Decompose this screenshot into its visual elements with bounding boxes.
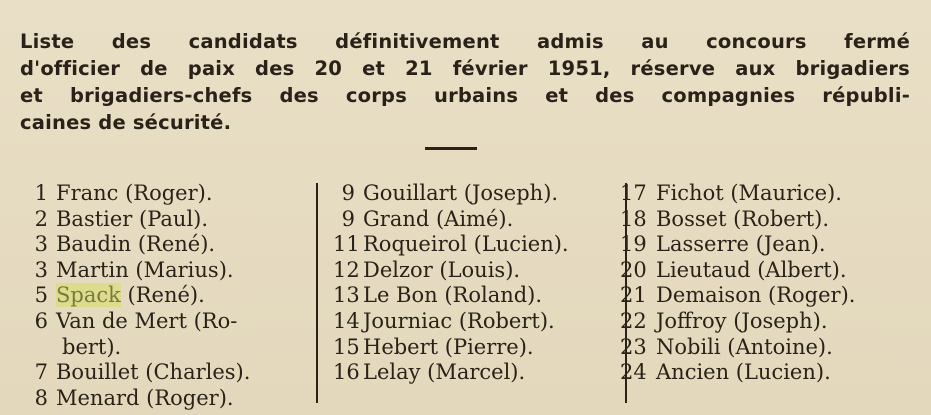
candidate-name: Lieutaud (Albert). — [656, 257, 847, 282]
candidate-name: Le Bon (Roland). — [363, 283, 543, 308]
candidates-column-2 — [333, 181, 569, 386]
candidate-name: Gouillart (Joseph). — [363, 181, 559, 205]
candidate-name: Hebert (Pierre). — [363, 334, 534, 359]
list-item — [28, 258, 250, 284]
candidate-name: Bastier (Paul). — [56, 206, 209, 231]
list-item — [620, 335, 855, 361]
candidate-name: Delzor (Louis). — [363, 257, 521, 282]
rank-number: 9 — [341, 206, 355, 231]
rank-number: 20 — [620, 257, 647, 282]
list-item — [28, 181, 250, 207]
highlighted-surname: Spack — [56, 283, 121, 308]
rank-number: 2 — [34, 206, 48, 231]
rank-number: 11 — [333, 232, 360, 257]
list-item — [333, 360, 569, 386]
candidate-name: Nobili (Antoine). — [656, 334, 833, 359]
candidate-name: Menard (Roger). — [56, 385, 234, 410]
candidate-name: Roqueirol (Lucien). — [363, 232, 569, 257]
rank-number: 9 — [341, 181, 355, 205]
candidate-name: Franc (Roger). — [56, 181, 213, 205]
title-line-4: caines de sécurité. — [20, 111, 232, 134]
candidate-name: Fichot (Maurice). — [656, 181, 842, 205]
candidate-name: Bosset (Robert). — [656, 206, 830, 231]
list-item — [333, 258, 569, 284]
candidate-name: Lelay (Marcel). — [363, 360, 526, 385]
candidates-column-1 — [28, 181, 250, 411]
candidate-name: Joffroy (Joseph). — [656, 308, 828, 333]
rank-number: 21 — [620, 283, 647, 308]
rank-number: 8 — [34, 385, 48, 410]
list-item — [620, 258, 855, 284]
candidate-name: Demaison (Roger). — [656, 283, 856, 308]
candidate-name: Journiac (Robert). — [363, 308, 555, 333]
column-separator — [316, 183, 318, 403]
list-item — [620, 360, 855, 386]
list-item — [333, 309, 569, 335]
rank-number: 17 — [620, 181, 647, 205]
candidate-name: Baudin (René). — [56, 232, 216, 257]
rank-number: 16 — [333, 360, 360, 385]
title-line-1: Liste des candidats définitivement admis au concours fermé — [20, 30, 910, 53]
list-item — [28, 283, 250, 309]
list-item — [620, 181, 855, 207]
list-item — [620, 207, 855, 233]
rank-number: 18 — [620, 206, 647, 231]
rank-number: 24 — [620, 360, 647, 385]
list-item — [333, 283, 569, 309]
candidate-name: Martin (Marius). — [56, 257, 234, 282]
rank-number: 6 — [34, 308, 48, 333]
rank-number: 1 — [34, 181, 48, 205]
candidates-column-3 — [620, 181, 855, 386]
rank-number: 3 — [34, 232, 48, 257]
list-item — [28, 232, 250, 258]
candidate-name: Ancien (Lucien). — [656, 360, 831, 385]
list-item — [333, 232, 569, 258]
rank-number: 19 — [620, 232, 647, 257]
list-item — [333, 181, 569, 207]
rank-number: 15 — [333, 334, 360, 359]
rank-number: 22 — [620, 308, 647, 333]
list-item — [333, 207, 569, 233]
rank-number: 23 — [620, 334, 647, 359]
candidate-name: Bouillet (Charles). — [56, 360, 251, 385]
title-line-3: et brigadiers-chefs des corps urbains et des compagnies républi- — [20, 84, 910, 107]
list-item — [28, 360, 250, 386]
list-item — [620, 232, 855, 258]
list-item — [620, 309, 855, 335]
candidate-name: Grand (Aimé). — [363, 206, 514, 231]
name-continuation: bert). — [62, 334, 122, 359]
title-line-2: d'officier de paix des 20 et 21 février 1951, réserve aux brigadiers — [20, 57, 910, 80]
list-item — [28, 386, 250, 412]
list-item — [620, 283, 855, 309]
candidate-name: Lasserre (Jean). — [656, 232, 826, 257]
rank-number: 13 — [333, 283, 360, 308]
rank-number: 3 — [34, 257, 48, 282]
list-item — [333, 335, 569, 361]
candidate-name: Van de Mert (Ro- — [56, 308, 238, 333]
list-item — [28, 207, 250, 233]
list-item — [28, 309, 250, 335]
title-divider — [425, 147, 477, 150]
rank-number: 7 — [34, 360, 48, 385]
rank-number: 5 — [34, 283, 48, 308]
rank-number: 12 — [333, 257, 360, 282]
rank-number: 14 — [333, 308, 360, 333]
list-title — [20, 28, 910, 136]
candidate-name: (René). — [120, 283, 205, 308]
